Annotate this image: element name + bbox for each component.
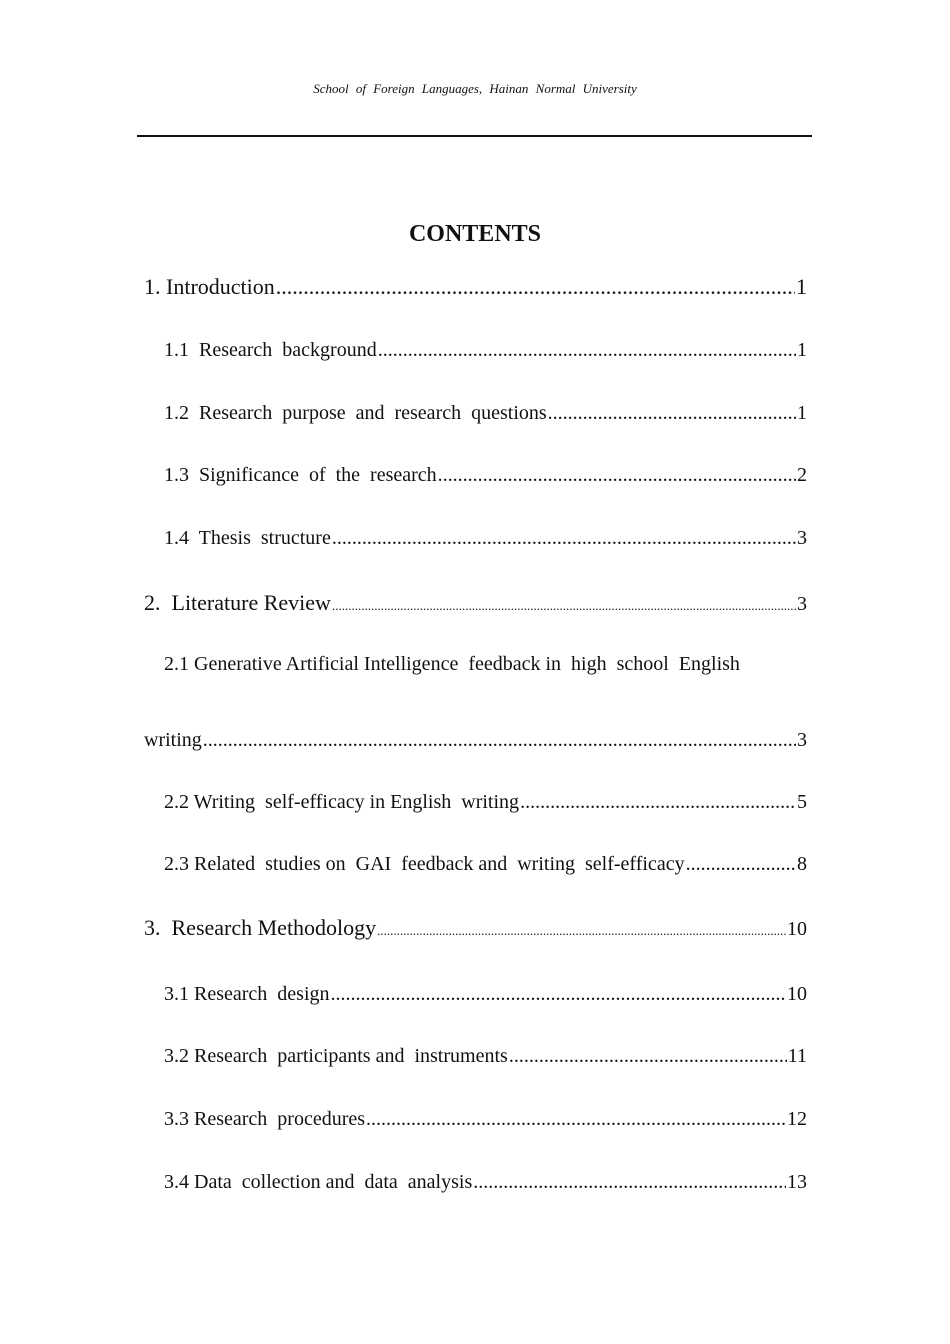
toc-entry-3-1[interactable] — [164, 983, 807, 1006]
header-rule — [137, 135, 812, 137]
toc-entry-text: 2.3 Related studies on GAI feedback and writing self-efficacy — [164, 853, 685, 875]
toc-page-number: 1 — [797, 339, 807, 361]
toc-entry-1-4[interactable] — [164, 527, 807, 550]
toc-entry-text: 3.4 Data collection and data analysis — [164, 1171, 473, 1193]
toc-page-number: 1 — [796, 274, 807, 299]
toc-entry-text: 3.3 Research procedures — [164, 1108, 366, 1130]
dot-leader — [332, 598, 796, 614]
page-title: CONTENTS — [408, 221, 542, 247]
dot-leader — [377, 923, 786, 939]
toc-entry-1-3[interactable] — [164, 464, 807, 487]
toc-entry-text: 3.2 Research participants and instruments — [164, 1045, 508, 1067]
toc-page-number: 3 — [797, 527, 807, 549]
toc-entry-2-1-line1[interactable] — [164, 653, 807, 676]
toc-page-number: 12 — [787, 1108, 807, 1130]
toc-entry-text: writing — [144, 729, 202, 751]
toc-entry-text: 2.1 Generative Artificial Intelligence feedback in high school English — [164, 653, 740, 675]
toc-page-number: 8 — [797, 853, 807, 875]
toc-page-number: 3 — [797, 729, 807, 751]
toc-page-number: 1 — [797, 402, 807, 424]
toc-entry-text: 1.4 Thesis structure — [164, 527, 331, 549]
toc-entry-text: 1.2 Research purpose and research questions — [164, 402, 547, 424]
dot-leader — [378, 339, 796, 362]
toc-entry-3-2[interactable] — [164, 1045, 807, 1068]
toc-entry-2-2[interactable] — [164, 791, 807, 814]
toc-page-number: 11 — [787, 1045, 807, 1067]
dot-leader — [276, 274, 795, 300]
toc-page-number: 2 — [797, 464, 807, 486]
toc-entry-1-2[interactable] — [164, 402, 807, 425]
toc-entry-text: 1.1 Research background — [164, 339, 377, 361]
dot-leader — [332, 527, 796, 550]
toc-entry-text: 2.2 Writing self-efficacy in English writing — [164, 791, 520, 813]
dot-leader — [520, 791, 796, 814]
toc-page-number: 10 — [787, 983, 807, 1005]
toc-entry-text: 1.3 Significance of the research — [164, 464, 437, 486]
toc-entry-1[interactable] — [144, 274, 807, 300]
toc-entry-3-3[interactable] — [164, 1108, 807, 1131]
toc-page-number: 10 — [787, 918, 807, 940]
toc-entry-text: 3. Research Methodology — [144, 915, 377, 940]
toc-page-number: 5 — [797, 791, 807, 813]
dot-leader — [548, 402, 796, 425]
dot-leader — [331, 983, 786, 1006]
toc-page-number: 3 — [797, 593, 807, 615]
dot-leader — [509, 1045, 787, 1068]
toc-entry-text: 2. Literature Review — [144, 590, 331, 615]
toc-entry-2-3[interactable] — [164, 853, 807, 876]
toc-entry-1-1[interactable] — [164, 339, 807, 362]
toc-entry-2[interactable] — [144, 590, 807, 616]
dot-leader — [438, 464, 796, 487]
dot-leader — [473, 1171, 786, 1194]
toc-entry-2-1[interactable] — [144, 729, 807, 752]
dot-leader — [203, 729, 796, 752]
running-header: School of Foreign Languages, Hainan Normal University — [313, 81, 637, 96]
dot-leader — [686, 853, 796, 876]
toc-entry-3-4[interactable] — [164, 1171, 807, 1194]
toc-entry-text: 1. Introduction — [144, 274, 275, 299]
dot-leader — [366, 1108, 786, 1131]
toc-page-number: 13 — [787, 1171, 807, 1193]
toc-entry-3[interactable] — [144, 915, 807, 941]
toc-entry-text: 3.1 Research design — [164, 983, 330, 1005]
